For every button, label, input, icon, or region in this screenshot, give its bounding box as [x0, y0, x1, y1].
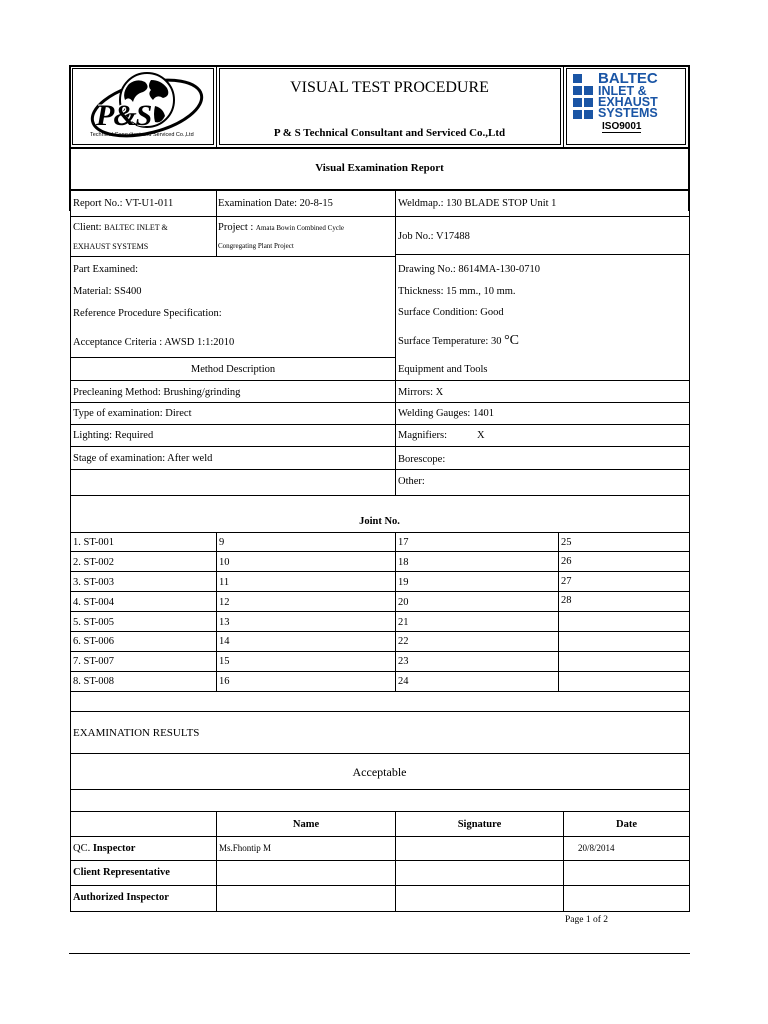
- joint-cell: 22: [398, 636, 409, 647]
- joint-cell: 14: [219, 636, 230, 647]
- joint-cell: 27: [561, 576, 572, 587]
- joint-cell: 21: [398, 617, 409, 628]
- joint-cell: 8. ST-008: [73, 676, 115, 687]
- client-field: [73, 221, 168, 234]
- borescope: Borescope:: [398, 454, 446, 465]
- baltec-logo-mark: [573, 74, 595, 119]
- joint-cell: 17: [398, 537, 409, 548]
- surface-temperature-label: Surface Temperature: 30: [398, 336, 502, 347]
- other-equipment: Other:: [398, 476, 425, 487]
- magnifiers-label: Magnifiers:: [398, 430, 447, 441]
- examination-date: Examination Date: 20-8-15: [218, 198, 333, 209]
- project-label: Project :: [218, 222, 256, 233]
- company-name: P & S Technical Consultant and Serviced Co.,Ltd: [273, 127, 506, 139]
- examination-type: Type of examination: Direct: [73, 408, 192, 419]
- joint-cell: 13: [219, 617, 230, 628]
- surface-temperature: [398, 334, 519, 348]
- client-representative-label: Client Representative: [73, 867, 170, 878]
- acceptance-criteria: Acceptance Criteria : AWSD 1:1:2010: [73, 337, 235, 348]
- joint-cell: 15: [219, 656, 230, 667]
- results-value: Acceptable: [352, 765, 407, 779]
- project-value-1: Amata Bowin Combined Cycle: [255, 224, 344, 232]
- page-title: VISUAL TEST PROCEDURE: [290, 79, 489, 96]
- signature-column-header: Signature: [457, 819, 502, 830]
- iso-badge: ISO9001: [602, 121, 642, 132]
- joint-cell: 7. ST-007: [73, 656, 115, 667]
- joint-cell: 12: [219, 597, 230, 608]
- page-number: Page 1 of 2: [565, 915, 609, 925]
- joint-cell: 23: [398, 656, 409, 667]
- drawing-number: Drawing No.: 8614MA-130-0710: [398, 264, 541, 275]
- joint-cell: 9: [219, 537, 225, 548]
- surface-condition: Surface Condition: Good: [398, 307, 504, 318]
- joint-cell: 16: [219, 676, 230, 687]
- magnifiers-value: X: [477, 430, 485, 441]
- joint-cell: 25: [561, 537, 572, 548]
- qc-inspector-name: Ms.Fhontip M: [219, 843, 272, 853]
- date-column-header: Date: [616, 819, 637, 830]
- client-value-2: EXHAUST SYSTEMS: [73, 242, 149, 251]
- joint-cell: 10: [219, 557, 230, 568]
- baltec-line-3: EXHAUST: [598, 95, 658, 109]
- baltec-line-4: SYSTEMS: [598, 106, 658, 120]
- report-title: Visual Examination Report: [315, 162, 444, 174]
- part-examined: Part Examined:: [73, 264, 139, 275]
- joint-header: Joint No.: [359, 516, 400, 527]
- temperature-unit: °C: [504, 333, 520, 348]
- method-header: Method Description: [190, 364, 276, 375]
- joint-cell: 26: [561, 556, 572, 567]
- baltec-line-1: BALTEC: [598, 70, 658, 87]
- name-column-header: Name: [292, 819, 320, 830]
- precleaning-method: Precleaning Method: Brushing/grinding: [73, 387, 241, 398]
- ps-logo-caption: Technical Consultant and Serviced Co.,Ltd: [90, 132, 194, 138]
- joint-cell: 3. ST-003: [73, 577, 115, 588]
- material: Material: SS400: [73, 286, 142, 297]
- joint-cell: 5. ST-005: [73, 617, 115, 628]
- thickness: Thickness: 15 mm., 10 mm.: [398, 286, 516, 297]
- lighting: Lighting: Required: [73, 430, 154, 441]
- joint-cell: 28: [561, 595, 572, 606]
- ps-logo-text: P&S: [96, 99, 152, 132]
- joint-cell: 11: [219, 577, 230, 588]
- project-value-2: Congregating Plant Project: [218, 242, 294, 250]
- joint-cell: 6. ST-006: [73, 636, 115, 647]
- qc-inspector-date: 20/8/2014: [578, 843, 615, 853]
- qc-prefix: QC.: [73, 843, 93, 854]
- qc-inspector-label: [73, 842, 135, 855]
- client-value-1: BALTEC INLET &: [104, 223, 168, 232]
- mirrors: Mirrors: X: [398, 387, 444, 398]
- project-field: [218, 221, 344, 235]
- joint-cell: 2. ST-002: [73, 557, 115, 568]
- equipment-header: Equipment and Tools: [398, 364, 488, 375]
- joint-cell: 4. ST-004: [73, 597, 115, 608]
- reference-procedure: Reference Procedure Specification:: [73, 308, 222, 319]
- qc-label: Inspector: [92, 843, 136, 854]
- baltec-line-2: INLET &: [598, 84, 647, 98]
- job-number: Job No.: V17488: [398, 231, 470, 242]
- weldmap: Weldmap.: 130 BLADE STOP Unit 1: [398, 198, 557, 209]
- client-label: Client:: [73, 222, 105, 233]
- baltec-logo: [570, 72, 682, 138]
- authorized-inspector-label: Authorized Inspector: [73, 892, 169, 903]
- examination-stage: Stage of examination: After weld: [73, 453, 213, 464]
- report-number: Report No.: VT-U1-011: [73, 198, 174, 209]
- results-header: EXAMINATION RESULTS: [73, 727, 200, 739]
- joint-cell: 1. ST-001: [73, 537, 115, 548]
- joint-cell: 19: [398, 577, 409, 588]
- joint-cell: 24: [398, 676, 409, 687]
- joint-cell: 18: [398, 557, 409, 568]
- joint-cell: 20: [398, 597, 409, 608]
- welding-gauges: Welding Gauges: 1401: [398, 408, 494, 419]
